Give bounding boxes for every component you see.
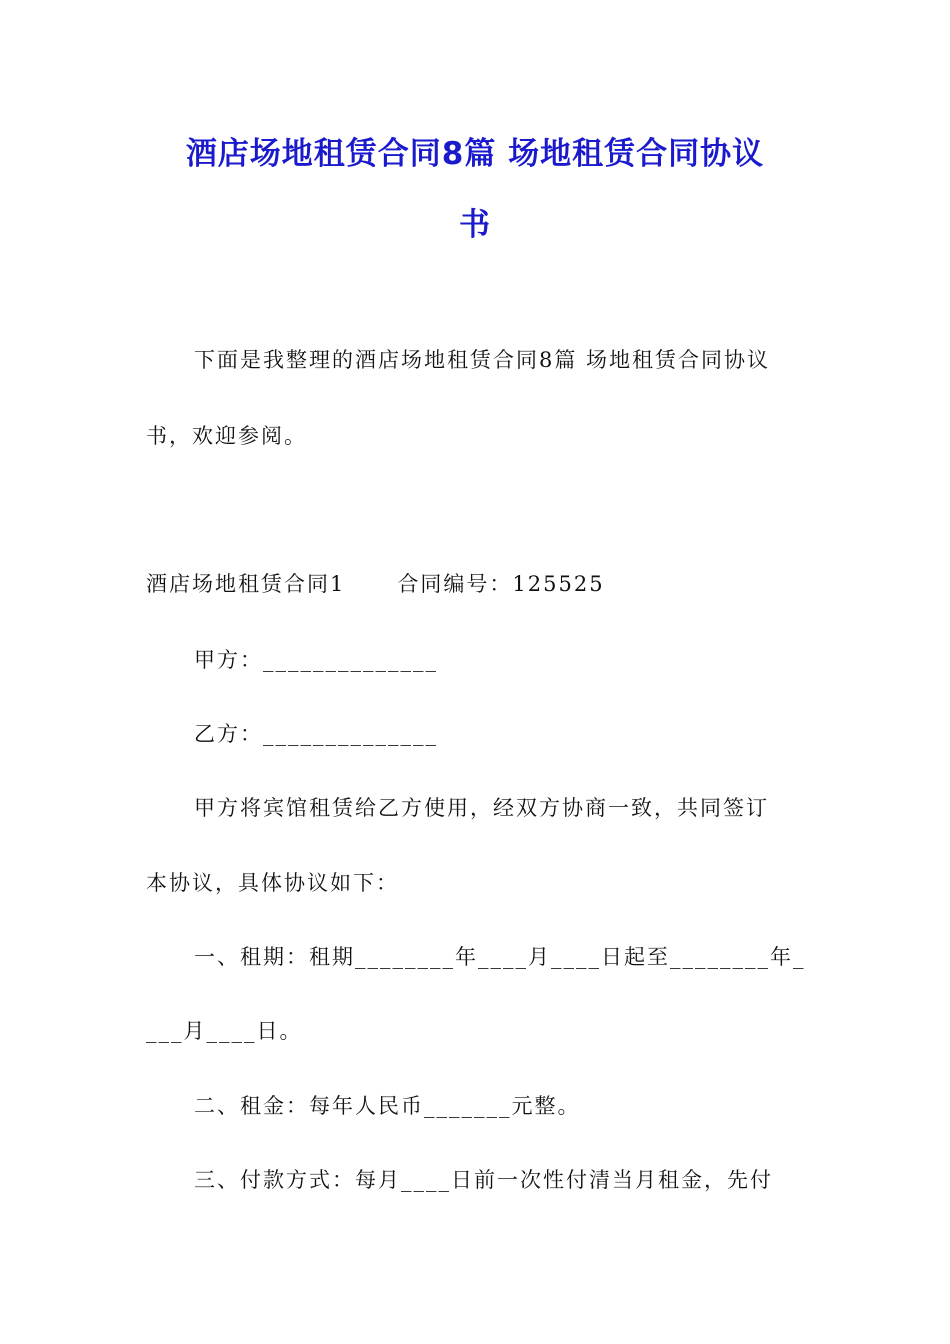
intro-paragraph-line-1: 下面是我整理的酒店场地租赁合同8篇 场地租赁合同协议 — [194, 348, 771, 372]
document-title-line-2: 书 — [459, 207, 491, 243]
clause-2-line: 二、租金：每年人民币_______元整。 — [194, 1094, 581, 1118]
clause-1-line-1: 一、租期：租期________年____月____日起至________年_ — [194, 945, 806, 969]
paragraph-1-line-1: 甲方将宾馆租赁给乙方使用，经双方协商一致，共同签订 — [194, 796, 769, 820]
paragraph-1-line-2: 本协议，具体协议如下： — [146, 871, 399, 895]
clause-1-line-2: ___月____日。 — [146, 1019, 303, 1043]
document-title-line-1: 酒店场地租赁合同8篇 场地租赁合同协议 — [185, 136, 765, 172]
party-b-line: 乙方：______________ — [194, 722, 438, 746]
intro-paragraph-line-2: 书，欢迎参阅。 — [146, 424, 307, 448]
contract-heading: 酒店场地租赁合同1 合同编号：125525 — [146, 572, 605, 596]
clause-3-line-1: 三、付款方式：每月____日前一次性付清当月租金，先付 — [194, 1168, 773, 1192]
party-a-line: 甲方：______________ — [194, 648, 438, 672]
